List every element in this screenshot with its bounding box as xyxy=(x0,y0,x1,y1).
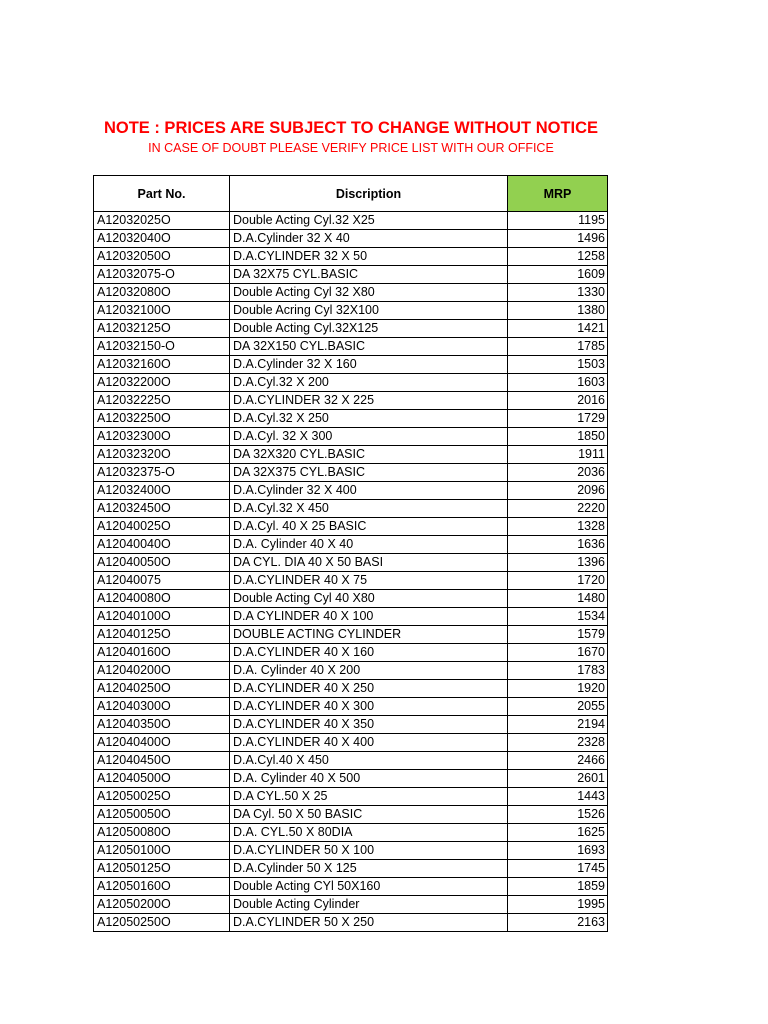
description-cell: D.A.Cylinder 50 X 125 xyxy=(230,860,508,878)
description-cell: DOUBLE ACTING CYLINDER xyxy=(230,626,508,644)
description-cell: D.A. Cylinder 40 X 200 xyxy=(230,662,508,680)
table-row xyxy=(94,446,608,464)
table-row xyxy=(94,644,608,662)
mrp-cell: 1850 xyxy=(508,428,608,446)
table-row xyxy=(94,248,608,266)
mrp-cell: 1480 xyxy=(508,590,608,608)
table-row xyxy=(94,752,608,770)
table-row xyxy=(94,374,608,392)
note-subtitle: IN CASE OF DOUBT PLEASE VERIFY PRICE LIST WITH OUR OFFICE xyxy=(148,141,554,155)
description-cell: D.A.Cylinder 32 X 160 xyxy=(230,356,508,374)
description-cell: D.A. Cylinder 40 X 40 xyxy=(230,536,508,554)
mrp-cell: 2328 xyxy=(508,734,608,752)
part-number-cell: A12032400O xyxy=(94,482,230,500)
mrp-cell: 1496 xyxy=(508,230,608,248)
part-number-cell: A12050025O xyxy=(94,788,230,806)
mrp-cell: 1258 xyxy=(508,248,608,266)
mrp-header: MRP xyxy=(508,176,608,212)
table-row xyxy=(94,734,608,752)
description-cell: D.A.CYLINDER 50 X 250 xyxy=(230,914,508,932)
description-cell: Double Acting Cylinder xyxy=(230,896,508,914)
mrp-cell: 1526 xyxy=(508,806,608,824)
table-row xyxy=(94,716,608,734)
description-cell: D.A. Cylinder 40 X 500 xyxy=(230,770,508,788)
table-row xyxy=(94,500,608,518)
table-row xyxy=(94,410,608,428)
mrp-cell: 1670 xyxy=(508,644,608,662)
mrp-cell: 1783 xyxy=(508,662,608,680)
table-header-row xyxy=(94,176,608,212)
description-cell: D.A.CYLINDER 50 X 100 xyxy=(230,842,508,860)
mrp-cell: 1729 xyxy=(508,410,608,428)
mrp-cell: 1720 xyxy=(508,572,608,590)
table-row xyxy=(94,482,608,500)
part-number-cell: A12050200O xyxy=(94,896,230,914)
description-cell: D.A.Cylinder 32 X 40 xyxy=(230,230,508,248)
table-row xyxy=(94,464,608,482)
table-row xyxy=(94,554,608,572)
description-cell: DA 32X320 CYL.BASIC xyxy=(230,446,508,464)
part-number-cell: A12032375-O xyxy=(94,464,230,482)
part-number-cell: A12032200O xyxy=(94,374,230,392)
part-number-cell: A12032025O xyxy=(94,212,230,230)
table-row xyxy=(94,608,608,626)
part-number-cell: A12040050O xyxy=(94,554,230,572)
part-number-cell: A12050100O xyxy=(94,842,230,860)
mrp-cell: 1380 xyxy=(508,302,608,320)
mrp-cell: 1579 xyxy=(508,626,608,644)
mrp-cell: 1636 xyxy=(508,536,608,554)
mrp-cell: 1534 xyxy=(508,608,608,626)
mrp-cell: 1609 xyxy=(508,266,608,284)
description-header: Discription xyxy=(230,176,508,212)
mrp-cell: 1443 xyxy=(508,788,608,806)
description-cell: D.A CYLINDER 40 X 100 xyxy=(230,608,508,626)
part-number-cell: A12040450O xyxy=(94,752,230,770)
table-row xyxy=(94,698,608,716)
part-number-cell: A12032075-O xyxy=(94,266,230,284)
mrp-cell: 1745 xyxy=(508,860,608,878)
part-number-cell: A12040075 xyxy=(94,572,230,590)
part-number-cell: A12050125O xyxy=(94,860,230,878)
description-cell: DA Cyl. 50 X 50 BASIC xyxy=(230,806,508,824)
table-row xyxy=(94,788,608,806)
part-number-cell: A12040350O xyxy=(94,716,230,734)
description-cell: Double Acting Cyl 32 X80 xyxy=(230,284,508,302)
mrp-cell: 1693 xyxy=(508,842,608,860)
description-cell: Double Acting Cyl 40 X80 xyxy=(230,590,508,608)
table-row xyxy=(94,896,608,914)
part-number-cell: A12050250O xyxy=(94,914,230,932)
price-table-body xyxy=(94,212,608,932)
description-cell: D.A.Cyl. 32 X 300 xyxy=(230,428,508,446)
table-row xyxy=(94,878,608,896)
part-number-cell: A12040080O xyxy=(94,590,230,608)
mrp-cell: 1195 xyxy=(508,212,608,230)
mrp-cell: 2466 xyxy=(508,752,608,770)
description-cell: D.A CYL.50 X 25 xyxy=(230,788,508,806)
mrp-cell: 2036 xyxy=(508,464,608,482)
part-number-cell: A12050080O xyxy=(94,824,230,842)
mrp-cell: 1859 xyxy=(508,878,608,896)
table-row xyxy=(94,626,608,644)
description-cell: D.A.Cylinder 32 X 400 xyxy=(230,482,508,500)
part-number-cell: A12032450O xyxy=(94,500,230,518)
description-cell: D.A.Cyl.32 X 450 xyxy=(230,500,508,518)
description-cell: Double Acting CYl 50X160 xyxy=(230,878,508,896)
part-number-cell: A12040300O xyxy=(94,698,230,716)
table-row xyxy=(94,518,608,536)
part-number-cell: A12040400O xyxy=(94,734,230,752)
table-row xyxy=(94,284,608,302)
mrp-cell: 1328 xyxy=(508,518,608,536)
mrp-cell: 1911 xyxy=(508,446,608,464)
table-row xyxy=(94,302,608,320)
part-number-cell: A12040125O xyxy=(94,626,230,644)
part-number-cell: A12032100O xyxy=(94,302,230,320)
table-row xyxy=(94,392,608,410)
description-cell: Double Acting Cyl.32X125 xyxy=(230,320,508,338)
table-row xyxy=(94,914,608,932)
description-cell: DA 32X375 CYL.BASIC xyxy=(230,464,508,482)
description-cell: D.A.CYLINDER 40 X 350 xyxy=(230,716,508,734)
mrp-cell: 2016 xyxy=(508,392,608,410)
table-row xyxy=(94,536,608,554)
mrp-cell: 1625 xyxy=(508,824,608,842)
part-number-cell: A12032300O xyxy=(94,428,230,446)
part-number-cell: A12032320O xyxy=(94,446,230,464)
description-cell: D.A.Cyl. 40 X 25 BASIC xyxy=(230,518,508,536)
table-row xyxy=(94,842,608,860)
table-row xyxy=(94,572,608,590)
price-table xyxy=(93,175,608,932)
description-cell: D.A.CYLINDER 40 X 300 xyxy=(230,698,508,716)
description-cell: D.A.Cyl.40 X 450 xyxy=(230,752,508,770)
mrp-cell: 1396 xyxy=(508,554,608,572)
part-number-cell: A12032225O xyxy=(94,392,230,410)
table-row xyxy=(94,662,608,680)
mrp-cell: 1330 xyxy=(508,284,608,302)
table-row xyxy=(94,824,608,842)
description-cell: D.A.CYLINDER 40 X 160 xyxy=(230,644,508,662)
mrp-cell: 1995 xyxy=(508,896,608,914)
table-row xyxy=(94,590,608,608)
mrp-cell: 2055 xyxy=(508,698,608,716)
part-number-cell: A12040160O xyxy=(94,644,230,662)
part-number-cell: A12040025O xyxy=(94,518,230,536)
part-number-cell: A12032080O xyxy=(94,284,230,302)
description-cell: D.A.CYLINDER 32 X 50 xyxy=(230,248,508,266)
table-row xyxy=(94,320,608,338)
description-cell: D.A.CYLINDER 40 X 400 xyxy=(230,734,508,752)
description-cell: D.A.Cyl.32 X 250 xyxy=(230,410,508,428)
part-number-cell: A12040100O xyxy=(94,608,230,626)
mrp-cell: 2601 xyxy=(508,770,608,788)
table-row xyxy=(94,266,608,284)
table-row xyxy=(94,770,608,788)
description-cell: D.A.CYLINDER 40 X 75 xyxy=(230,572,508,590)
table-row xyxy=(94,356,608,374)
mrp-cell: 1603 xyxy=(508,374,608,392)
description-cell: D.A.CYLINDER 32 X 225 xyxy=(230,392,508,410)
mrp-cell: 2163 xyxy=(508,914,608,932)
table-row xyxy=(94,212,608,230)
mrp-cell: 1503 xyxy=(508,356,608,374)
description-cell: D.A.CYLINDER 40 X 250 xyxy=(230,680,508,698)
part-number-cell: A12040200O xyxy=(94,662,230,680)
mrp-cell: 1421 xyxy=(508,320,608,338)
part-number-cell: A12050160O xyxy=(94,878,230,896)
table-row xyxy=(94,338,608,356)
table-row xyxy=(94,428,608,446)
mrp-cell: 2194 xyxy=(508,716,608,734)
description-cell: Double Acting Cyl.32 X25 xyxy=(230,212,508,230)
part-number-cell: A12032150-O xyxy=(94,338,230,356)
mrp-cell: 1920 xyxy=(508,680,608,698)
part-number-cell: A12032040O xyxy=(94,230,230,248)
part-number-cell: A12040250O xyxy=(94,680,230,698)
mrp-cell: 1785 xyxy=(508,338,608,356)
description-cell: DA 32X75 CYL.BASIC xyxy=(230,266,508,284)
part-number-cell: A12040040O xyxy=(94,536,230,554)
description-cell: DA CYL. DIA 40 X 50 BASI xyxy=(230,554,508,572)
table-row xyxy=(94,806,608,824)
part-number-cell: A12032160O xyxy=(94,356,230,374)
description-cell: Double Acring Cyl 32X100 xyxy=(230,302,508,320)
part-number-cell: A12050050O xyxy=(94,806,230,824)
part-no-header: Part No. xyxy=(94,176,230,212)
note-title: NOTE : PRICES ARE SUBJECT TO CHANGE WITHOUT NOTICE xyxy=(103,119,599,137)
part-number-cell: A12032125O xyxy=(94,320,230,338)
description-cell: DA 32X150 CYL.BASIC xyxy=(230,338,508,356)
part-number-cell: A12032050O xyxy=(94,248,230,266)
table-row xyxy=(94,680,608,698)
part-number-cell: A12040500O xyxy=(94,770,230,788)
description-cell: D.A. CYL.50 X 80DIA xyxy=(230,824,508,842)
table-row xyxy=(94,860,608,878)
mrp-cell: 2096 xyxy=(508,482,608,500)
mrp-cell: 2220 xyxy=(508,500,608,518)
part-number-cell: A12032250O xyxy=(94,410,230,428)
description-cell: D.A.Cyl.32 X 200 xyxy=(230,374,508,392)
table-row xyxy=(94,230,608,248)
